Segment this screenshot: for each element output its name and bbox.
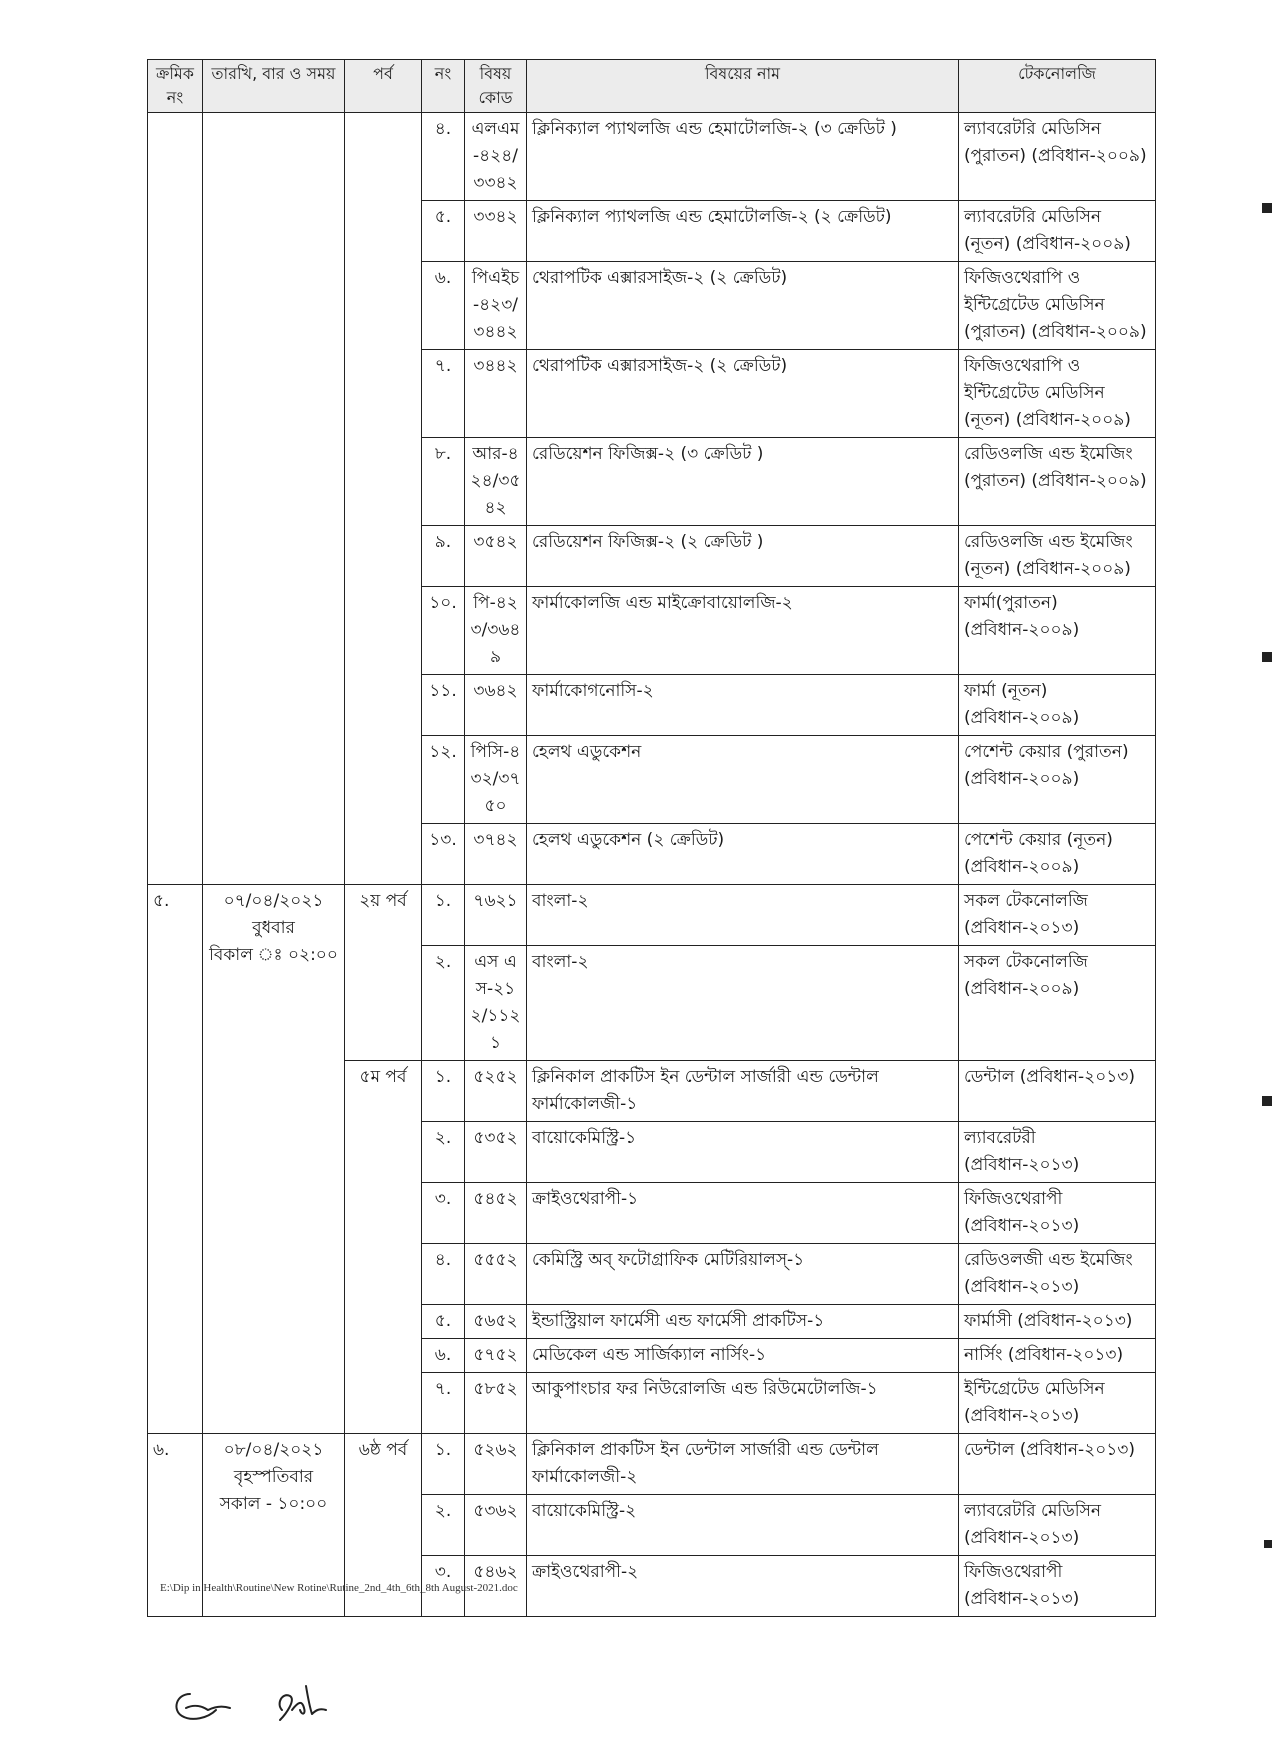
- row-no: ৯.: [422, 526, 465, 587]
- row-no: ১৩.: [422, 824, 465, 885]
- row-code: ৫৩৬২: [465, 1495, 527, 1556]
- row-no: ১২.: [422, 736, 465, 824]
- exam-day: বুধবার: [252, 918, 295, 938]
- row-technology: ফিজিওথেরাপী (প্রবিধান-২০১৩): [959, 1183, 1156, 1244]
- row-subject: বাংলা-২: [527, 885, 959, 946]
- row-technology: ফার্মা(পুরাতন) (প্রবিধান-২০০৯): [959, 587, 1156, 675]
- row-technology: সকল টেকনোলজি (প্রবিধান-২০০৯): [959, 946, 1156, 1061]
- row-no: ২.: [422, 946, 465, 1061]
- table-row: [148, 113, 1156, 201]
- row-code: ৫৮৫২: [465, 1373, 527, 1434]
- serial-cell: ৫.: [148, 885, 203, 1434]
- row-subject: থেরাপটিক এক্সারসাইজ-২ (২ ক্রেডিট): [527, 262, 959, 350]
- row-subject: রেডিয়েশন ফিজিক্স-২ (৩ ক্রেডিট ): [527, 438, 959, 526]
- row-code: এস এস-২১২/১১২১: [465, 946, 527, 1061]
- row-code: পি-৪২৩/৩৬৪৯: [465, 587, 527, 675]
- header-subject: বিষয়ের নাম: [527, 60, 959, 113]
- date-cell-empty: [203, 113, 345, 885]
- row-subject: থেরাপটিক এক্সারসাইজ-২ (২ ক্রেডিট): [527, 350, 959, 438]
- row-technology: ইন্টিগ্রেটেড মেডিসিন (প্রবিধান-২০১৩): [959, 1373, 1156, 1434]
- row-subject: আকুপাংচার ফর নিউরোলজি এন্ড রিউমেটোলজি-১: [527, 1373, 959, 1434]
- exam-time: সকাল - ১০:০০: [219, 1494, 328, 1514]
- serial-cell: ৬.: [148, 1434, 203, 1617]
- table-header-row: [148, 60, 1156, 113]
- semester-cell-empty: [345, 113, 422, 885]
- row-no: ৩.: [422, 1183, 465, 1244]
- row-subject: ক্লিনিকাল প্রাকটিস ইন ডেন্টাল সার্জারী এন্ড ডেন্টাল ফার্মাকোলজী-১: [527, 1061, 959, 1122]
- row-technology: ডেন্টাল (প্রবিধান-২০১৩): [959, 1061, 1156, 1122]
- row-subject: ক্লিনিকাল প্রাকটিস ইন ডেন্টাল সার্জারী এন্ড ডেন্টাল ফার্মাকোলজী-২: [527, 1434, 959, 1495]
- row-subject: বায়োকেমিস্ট্রি-২: [527, 1495, 959, 1556]
- row-no: ৩.: [422, 1556, 465, 1617]
- exam-routine-table: [147, 59, 1156, 1617]
- row-subject: বাংলা-২: [527, 946, 959, 1061]
- row-code: আর-৪২৪/৩৫৪২: [465, 438, 527, 526]
- row-code: ৫৪৬২: [465, 1556, 527, 1617]
- row-code: ৫২৬২: [465, 1434, 527, 1495]
- signature-1: [168, 1680, 238, 1730]
- exam-day: বৃহস্পতিবার: [233, 1467, 314, 1487]
- row-subject: ক্লিনিক্যাল প্যাথলজি এন্ড হেমাটোলজি-২ (৩ ক্রেডিট ): [527, 113, 959, 201]
- row-subject: ফার্মাকোগনোসি-২: [527, 675, 959, 736]
- row-subject: ইন্ডাস্ট্রিয়াল ফার্মেসী এন্ড ফার্মেসী প্রাকটিস-১: [527, 1305, 959, 1339]
- row-subject: বায়োকেমিস্ট্রি-১: [527, 1122, 959, 1183]
- table-row: [148, 885, 1156, 946]
- row-no: ১.: [422, 1434, 465, 1495]
- header-serial: ক্রমিক নং: [148, 60, 203, 113]
- signature-2: [272, 1680, 332, 1730]
- table-row: [148, 1434, 1156, 1495]
- row-no: ১.: [422, 1061, 465, 1122]
- row-no: ৬.: [422, 1339, 465, 1373]
- header-technology: টেকনোলজি: [959, 60, 1156, 113]
- row-code: ৩৬৪২: [465, 675, 527, 736]
- row-code: ৫৪৫২: [465, 1183, 527, 1244]
- row-technology: ল্যাবরেটরি মেডিসিন (পুরাতন) (প্রবিধান-২০০৯): [959, 113, 1156, 201]
- row-technology: ল্যাবরেটরী (প্রবিধান-২০১৩): [959, 1122, 1156, 1183]
- row-code: ৭৬২১: [465, 885, 527, 946]
- row-subject: ক্রাইওথেরাপী-১: [527, 1183, 959, 1244]
- row-code: ৫৬৫২: [465, 1305, 527, 1339]
- row-technology: ফার্মা (নূতন) (প্রবিধান-২০০৯): [959, 675, 1156, 736]
- row-no: ১১.: [422, 675, 465, 736]
- row-code: এলএম-৪২৪/৩৩৪২: [465, 113, 527, 201]
- row-no: ৮.: [422, 438, 465, 526]
- row-no: ৬.: [422, 262, 465, 350]
- row-subject: ক্রাইওথেরাপী-২: [527, 1556, 959, 1617]
- serial-cell-empty: [148, 113, 203, 885]
- header-date: তারখি, বার ও সময়: [203, 60, 345, 113]
- row-technology: নার্সিং (প্রবিধান-২০১৩): [959, 1339, 1156, 1373]
- exam-time: বিকাল ঃ ০২:০০: [209, 945, 338, 965]
- row-no: ৫.: [422, 1305, 465, 1339]
- semester-cell: ২য় পর্ব: [345, 885, 422, 1061]
- row-no: ৪.: [422, 1244, 465, 1305]
- row-technology: ডেন্টাল (প্রবিধান-২০১৩): [959, 1434, 1156, 1495]
- row-subject: ক্লিনিক্যাল প্যাথলজি এন্ড হেমাটোলজি-২ (২ ক্রেডিট): [527, 201, 959, 262]
- row-code: ৫৭৫২: [465, 1339, 527, 1373]
- scan-mark: [1262, 203, 1272, 213]
- row-technology: সকল টেকনোলজি (প্রবিধান-২০১৩): [959, 885, 1156, 946]
- row-code: ৩৭৪২: [465, 824, 527, 885]
- row-no: ২.: [422, 1122, 465, 1183]
- row-no: ৭.: [422, 1373, 465, 1434]
- row-no: ৭.: [422, 350, 465, 438]
- semester-cell: ৫ম পর্ব: [345, 1061, 422, 1434]
- row-subject: কেমিস্ট্রি অব্ ফটোগ্রাফিক মেটিরিয়ালস্-১: [527, 1244, 959, 1305]
- row-code: ৩৫৪২: [465, 526, 527, 587]
- row-technology: ল্যাবরেটরি মেডিসিন (নূতন) (প্রবিধান-২০০৯): [959, 201, 1156, 262]
- exam-date: ০৭/০৪/২০২১: [223, 891, 324, 911]
- row-code: ৫৩৫২: [465, 1122, 527, 1183]
- row-subject: রেডিয়েশন ফিজিক্স-২ (২ ক্রেডিট ): [527, 526, 959, 587]
- row-subject: হেলথ এডুকেশন (২ ক্রেডিট): [527, 824, 959, 885]
- row-subject: হেলথ এডুকেশন: [527, 736, 959, 824]
- row-code: ৫৫৫২: [465, 1244, 527, 1305]
- row-technology: ফিজিওথেরাপি ও ইন্টিগ্রেটেড মেডিসিন (পুরাতন) (প্রবিধান-২০০৯): [959, 262, 1156, 350]
- exam-date: ০৮/০৪/২০২১: [223, 1440, 324, 1460]
- file-path-footer: E:\Dip in Health\Routine\New Rotine\Rutine_2nd_4th_6th_8th August-2021.doc: [160, 1582, 518, 1594]
- row-no: ৪.: [422, 113, 465, 201]
- row-technology: পেশেন্ট কেয়ার (নূতন) (প্রবিধান-২০০৯): [959, 824, 1156, 885]
- row-subject: মেডিকেল এন্ড সার্জিক্যাল নার্সিং-১: [527, 1339, 959, 1373]
- row-technology: ল্যাবরেটরি মেডিসিন (প্রবিধান-২০১৩): [959, 1495, 1156, 1556]
- row-no: ৫.: [422, 201, 465, 262]
- scan-mark: [1262, 1096, 1272, 1106]
- row-technology: রেডিওলজি এন্ড ইমেজিং (পুরাতন) (প্রবিধান-২০০৯): [959, 438, 1156, 526]
- row-no: ২.: [422, 1495, 465, 1556]
- row-technology: ফিজিওথেরাপি ও ইন্টিগ্রেটেড মেডিসিন (নূতন) (প্রবিধান-২০০৯): [959, 350, 1156, 438]
- row-technology: ফিজিওথেরাপী (প্রবিধান-২০১৩): [959, 1556, 1156, 1617]
- semester-cell: ৬ষ্ঠ পর্ব: [345, 1434, 422, 1617]
- header-code: বিষয় কোড: [465, 60, 527, 113]
- row-code: ৩৩৪২: [465, 201, 527, 262]
- row-code: ৩৪৪২: [465, 350, 527, 438]
- row-code: পিসি-৪৩২/৩৭৫০: [465, 736, 527, 824]
- scan-mark: [1264, 1540, 1272, 1548]
- row-technology: রেডিওলজি এন্ড ইমেজিং (নূতন) (প্রবিধান-২০০৯): [959, 526, 1156, 587]
- header-no: নং: [422, 60, 465, 113]
- row-technology: ফার্মাসী (প্রবিধান-২০১৩): [959, 1305, 1156, 1339]
- row-technology: পেশেন্ট কেয়ার (পুরাতন) (প্রবিধান-২০০৯): [959, 736, 1156, 824]
- row-code: ৫২৫২: [465, 1061, 527, 1122]
- header-semester: পর্ব: [345, 60, 422, 113]
- row-technology: রেডিওলজী এন্ড ইমেজিং (প্রবিধান-২০১৩): [959, 1244, 1156, 1305]
- row-no: ১.: [422, 885, 465, 946]
- date-time-cell: [203, 885, 345, 1434]
- scan-mark: [1262, 652, 1272, 662]
- row-subject: ফার্মাকোলজি এন্ড মাইক্রোবায়োলজি-২: [527, 587, 959, 675]
- row-no: ১০.: [422, 587, 465, 675]
- row-code: পিএইচ-৪২৩/৩৪৪২: [465, 262, 527, 350]
